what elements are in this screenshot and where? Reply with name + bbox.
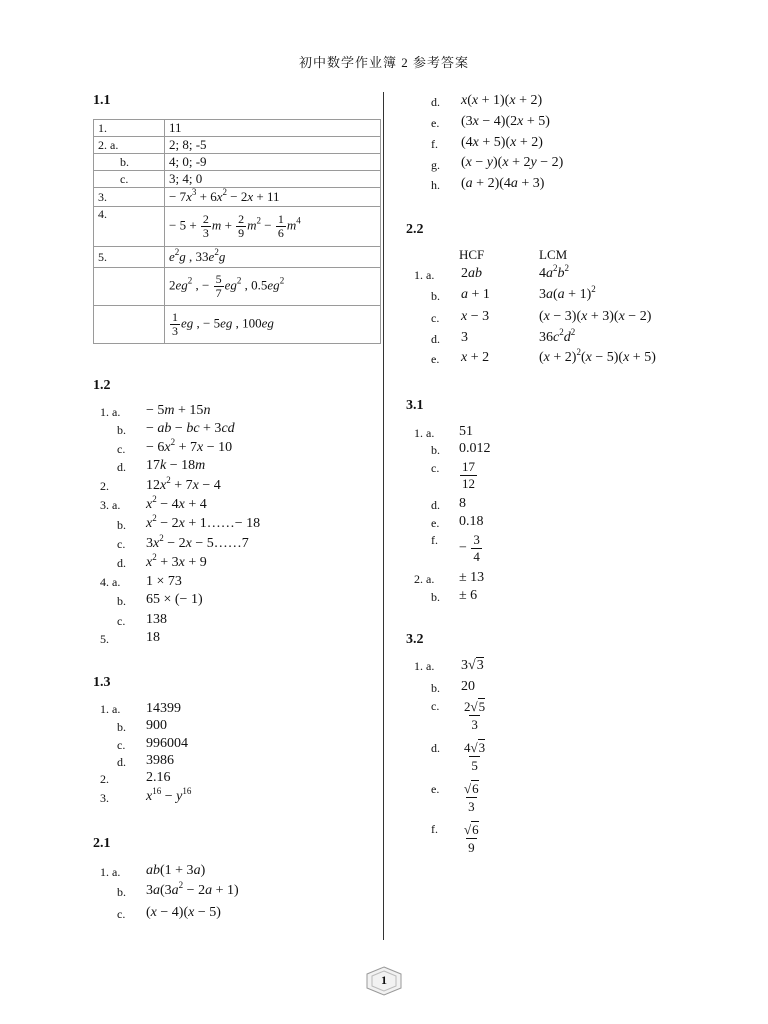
row-answer: 2; 8; -5 (165, 137, 381, 154)
answer-value: 18 (146, 630, 160, 645)
item-label: d. (431, 332, 440, 346)
hcf-answer: 3 (461, 330, 468, 345)
answer-value: ± 13 (459, 570, 485, 585)
answer-expression: $x^2 + 3x + 9$ (146, 552, 207, 570)
page-number: 1 (381, 973, 387, 987)
item-label: 1. a. (100, 865, 121, 879)
item-label: e. (431, 352, 440, 366)
answer-table-1-1 (93, 119, 381, 344)
answer-value: 0.18 (459, 514, 484, 529)
section-heading-2-1: 2.1 (93, 836, 111, 851)
item-label: e. (431, 116, 440, 130)
answer-expression: − $7x^3 + 6x^2 - 2x + 11$ (165, 188, 381, 207)
item-label: c. (117, 442, 126, 456)
item-label: b. (117, 720, 126, 734)
item-label: c. (431, 461, 440, 475)
answer-expression: − ab − bc + 3cd (146, 421, 235, 436)
answer-value: 996004 (146, 736, 188, 751)
item-label: d. (431, 498, 440, 512)
item-label: 2. a. (414, 572, 435, 586)
answer-expression: − 5 + $\frac{2}{3}$ m + $\frac{2}{9}$ $m^2$ − $\frac{1}{6}$ $m^4$ (165, 207, 381, 247)
answer-value: 0.012 (459, 441, 491, 456)
table-row (94, 306, 381, 344)
lcm-header: LCM (539, 247, 568, 262)
item-label: b. (117, 518, 126, 532)
answer-expression: $3x^2 - 2x$ − 5……7 (146, 533, 249, 551)
item-label: d. (431, 95, 440, 109)
row-label: 3. (94, 188, 165, 207)
item-label: b. (117, 423, 126, 437)
item-label: 1. a. (414, 426, 435, 440)
item-label: e. (431, 516, 440, 530)
section-heading-1-2: 1.2 (93, 378, 111, 393)
answer-fraction: $\frac{17}{12}$ (462, 459, 475, 491)
answer-value: 900 (146, 718, 167, 733)
answer-expression: 65 × (− 1) (146, 592, 203, 607)
answer-expression: (x − 4)(x − 5) (146, 905, 221, 920)
answer-expression: $x^2 - 2x$ + 1……− 18 (146, 513, 261, 531)
answer-fraction: $\frac{4√3}{5}$ (464, 740, 486, 773)
table-row (94, 207, 381, 247)
table-row (94, 154, 381, 171)
item-label: b. (431, 443, 440, 457)
answer-value: 14399 (146, 701, 181, 716)
item-label: c. (431, 699, 440, 713)
item-label: 1. a. (414, 268, 435, 282)
row-answer: 11 (165, 120, 381, 137)
lcm-answer: (x − 3)(x + 3)(x − 2) (539, 309, 652, 324)
answer-expression: − $6x^2 + 7x - 10$ (146, 437, 233, 455)
hcf-header: HCF (459, 247, 485, 262)
answer-fraction: $\frac{√6}{9}$ (464, 822, 479, 855)
item-label: b. (117, 885, 126, 899)
answer-value: 8 (459, 496, 466, 511)
row-answer: 3; 4; 0 (165, 171, 381, 188)
answer-expression: − 5m + 15n (146, 403, 211, 418)
answer-expression: ab(1 + 3a) (146, 863, 206, 878)
item-label: h. (431, 178, 440, 192)
hcf-answer: x − 3 (461, 309, 490, 324)
item-label: 1. a. (100, 702, 121, 716)
column-divider (383, 92, 384, 940)
answer-expression: $\frac{1}{3}$ eg , − 5eg , 100eg (165, 306, 381, 344)
item-label: e. (431, 782, 440, 796)
item-label: 3. a. (100, 498, 121, 512)
item-label: c. (117, 537, 126, 551)
hcf-answer: 2ab (461, 266, 482, 281)
answer-expression: 1 × 73 (146, 574, 182, 589)
answer-expression: $e^2g$ , $33e^2g$ (165, 247, 381, 268)
table-row (94, 268, 381, 306)
answer-value: 138 (146, 612, 167, 627)
answer-value: ± 6 (459, 588, 478, 603)
answer-value: 2.16 (146, 770, 171, 785)
answer-fraction: $\frac{2√5}{3}$ (464, 699, 486, 732)
answer-expression: $2eg^2$ , − $\frac{5}{7}$ $eg^2$ , $0.5eg^2$ (165, 268, 381, 306)
answer-expression: $x^2 - 4x + 4$ (146, 494, 207, 512)
answer-fraction: $\frac{√6}{3}$ (464, 781, 479, 814)
lcm-answer: $36c^2d^2$ (539, 327, 576, 345)
item-label: c. (117, 614, 126, 628)
hcf-answer: a + 1 (461, 287, 490, 302)
table-row (94, 247, 381, 268)
answer-expression: (3x − 4)(2x + 5) (461, 114, 550, 129)
item-label: 5. (100, 632, 109, 646)
row-label: 4. (94, 207, 165, 247)
page-number-badge (364, 966, 404, 996)
item-label: d. (117, 755, 126, 769)
table-row (94, 120, 381, 137)
answer-expression: 17k − 18m (146, 458, 206, 473)
item-label: c. (117, 907, 126, 921)
lcm-answer: $3a(a + 1)^2$ (539, 284, 596, 302)
row-answer: 4; 0; -9 (165, 154, 381, 171)
section-heading-1-3: 1.3 (93, 675, 111, 690)
hcf-answer: x + 2 (461, 350, 490, 365)
row-label: c. (94, 171, 165, 188)
answer-expression: (4x + 5)(x + 2) (461, 135, 543, 150)
item-label: f. (431, 822, 438, 836)
answer-expression: $3a(3a^2 - 2a + 1)$ (146, 880, 239, 898)
answer-value: 20 (461, 679, 475, 694)
item-label: d. (431, 741, 440, 755)
item-label: 3. (100, 791, 109, 805)
item-label: d. (117, 556, 126, 570)
answer-expression: 3√3 (461, 658, 484, 673)
answer-value: 3986 (146, 753, 174, 768)
document-title: 初中数学作业簿 2 参考答案 (298, 55, 469, 70)
item-label: 1. a. (100, 405, 121, 419)
item-label: 2. (100, 479, 109, 493)
item-label: g. (431, 158, 440, 172)
answer-expression: (a + 2)(4a + 3) (461, 176, 545, 191)
item-label: f. (431, 533, 438, 547)
answer-expression: x(x + 1)(x + 2) (461, 93, 543, 108)
item-label: d. (117, 460, 126, 474)
item-label: f. (431, 137, 438, 151)
table-row (94, 188, 381, 207)
section-heading-3-2: 3.2 (406, 632, 424, 647)
item-label: 2. (100, 772, 109, 786)
item-label: c. (117, 738, 126, 752)
item-label: b. (431, 681, 440, 695)
item-label: b. (431, 590, 440, 604)
table-row (94, 137, 381, 154)
row-label: 1. (94, 120, 165, 137)
answer-expression: $12x^2 + 7x - 4$ (146, 475, 221, 493)
lcm-answer: $4a^2b^2$ (539, 263, 569, 281)
lcm-answer: $(x + 2)^2(x - 5)(x + 5)$ (539, 347, 656, 365)
item-label: c. (431, 311, 440, 325)
answer-expression: $x^{16} - y^{16}$ (146, 786, 192, 804)
item-label: b. (117, 594, 126, 608)
row-label-empty (94, 306, 165, 344)
section-heading-1-1: 1.1 (93, 93, 111, 108)
row-label: 2. a. (94, 137, 165, 154)
row-label: b. (94, 154, 165, 171)
answer-fraction: − $\frac{3}{4}$ (459, 532, 480, 564)
answer-value: 51 (459, 424, 473, 439)
item-label: b. (431, 289, 440, 303)
row-label-empty (94, 268, 165, 306)
answer-expression: (x − y)(x + 2y − 2) (461, 155, 564, 170)
section-heading-3-1: 3.1 (406, 398, 424, 413)
table-row (94, 171, 381, 188)
item-label: 1. a. (414, 659, 435, 673)
row-label: 5. (94, 247, 165, 268)
item-label: 4. a. (100, 575, 121, 589)
section-heading-2-2: 2.2 (406, 222, 424, 237)
